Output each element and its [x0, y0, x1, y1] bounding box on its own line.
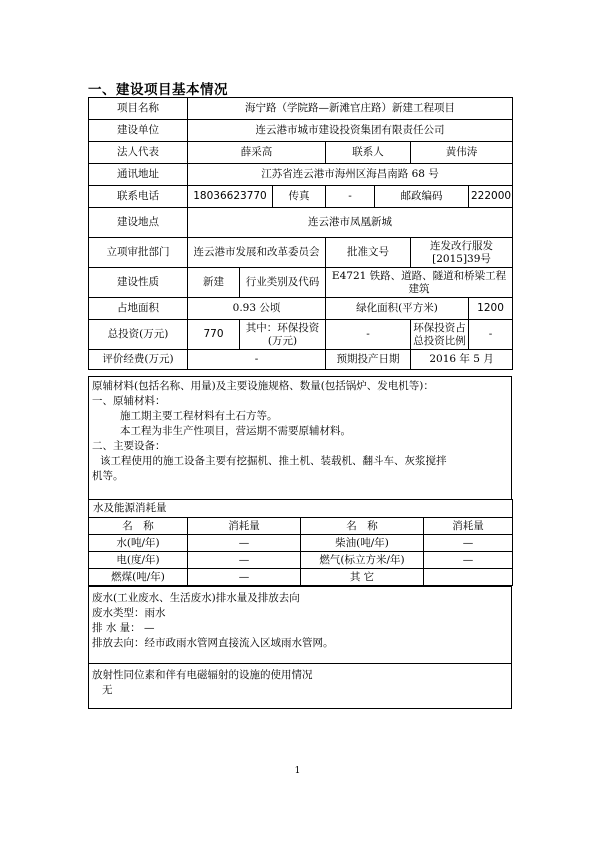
- gas-label: 燃气(标立方米/年): [301, 552, 424, 569]
- col-name-1: 名 称: [89, 518, 188, 535]
- coal-label: 燃煤(吨/年): [89, 569, 188, 586]
- materials-sub1: 一、原辅材料：: [92, 395, 166, 407]
- consumption-table: [88, 499, 513, 586]
- materials-line3a: 该工程使用的施工设备主要有挖掘机、推土机、装载机、翻斗车、灰浆搅拌: [100, 455, 447, 467]
- project-name-label: 项目名称: [89, 98, 188, 120]
- other-label: 其 它: [301, 569, 424, 586]
- contact-label: 联系人: [326, 142, 411, 164]
- fax-label: 传真: [273, 186, 326, 208]
- electricity-value: —: [188, 552, 301, 569]
- col-name-2: 名 称: [301, 518, 424, 535]
- wastewater-amount: 排 水 量： —: [92, 622, 155, 634]
- env-invest: -: [326, 320, 411, 350]
- legal-rep: 薛采高: [188, 142, 326, 164]
- approval-dept-label: 立项审批部门: [89, 238, 188, 268]
- env-ratio: -: [469, 320, 513, 350]
- fax: -: [326, 186, 375, 208]
- electricity-label: 电(度/年): [89, 552, 188, 569]
- coal-value: —: [188, 569, 301, 586]
- consumption-title: 水及能源消耗量: [89, 500, 513, 518]
- radiation-value: 无: [102, 684, 113, 696]
- wastewater-section: [88, 586, 512, 664]
- materials-sub2: 二、主要设备：: [92, 440, 166, 452]
- invest-label: 总投资(万元): [89, 320, 188, 350]
- materials-line2: 本工程为非生产性项目，营运期不需要原辅材料。: [120, 425, 351, 437]
- project-name: 海宁路（学院路—新滩官庄路）新建工程项目: [188, 98, 513, 120]
- green-label: 绿化面积(平方米): [326, 298, 469, 320]
- nature: 新建: [188, 268, 240, 298]
- industry-label: 行业类别及代码: [240, 268, 326, 298]
- env-ratio-label: 环保投资占总投资比例: [411, 320, 469, 350]
- materials-heading: 原辅材料(包括名称、用量)及主要设施规格、数量(包括锅炉、发电机等)：: [92, 380, 434, 392]
- postcode: 222000: [469, 186, 513, 208]
- address-label: 通讯地址: [89, 164, 188, 186]
- diesel-label: 柴油(吨/年): [301, 535, 424, 552]
- wastewater-heading: 废水(工业废水、生活废水)排水量及排放去向: [92, 592, 300, 604]
- wastewater-dest: 排放去向：经市政雨水管网直接流入区域雨水管网。: [92, 637, 334, 649]
- radiation-section: [88, 663, 512, 709]
- materials-line1: 施工期主要工程材料有土石方等。: [120, 410, 278, 422]
- postcode-label: 邮政编码: [375, 186, 469, 208]
- wastewater-type: 废水类型：雨水: [92, 607, 166, 619]
- site-label: 建设地点: [89, 208, 188, 238]
- op-date-label: 预期投产日期: [326, 350, 411, 370]
- section-title: 一、建设项目基本情况: [88, 82, 228, 98]
- materials-line3b: 机等。: [92, 470, 124, 482]
- site: 连云港市凤凰新城: [188, 208, 513, 238]
- builder-label: 建设单位: [89, 120, 188, 142]
- col-amount-1: 消耗量: [188, 518, 301, 535]
- approval-dept: 连云港市发展和改革委员会: [188, 238, 326, 268]
- contact: 黄伟涛: [411, 142, 513, 164]
- green: 1200: [469, 298, 513, 320]
- eval-fee-label: 评价经费(万元): [89, 350, 188, 370]
- op-date: 2016 年 5 月: [411, 350, 513, 370]
- approval-no: 连发改行服发[2015]39号: [411, 238, 513, 268]
- diesel-value: —: [424, 535, 513, 552]
- legal-rep-label: 法人代表: [89, 142, 188, 164]
- area: 0.93 公顷: [188, 298, 326, 320]
- invest: 770: [188, 320, 240, 350]
- water-value: —: [188, 535, 301, 552]
- basic-info-table: [88, 97, 513, 370]
- address: 江苏省连云港市海州区海昌南路 68 号: [188, 164, 513, 186]
- area-label: 占地面积: [89, 298, 188, 320]
- page-number: 1: [294, 766, 301, 776]
- radiation-heading: 放射性同位素和伴有电磁辐射的设施的使用情况: [92, 669, 313, 681]
- industry: E4721 铁路、道路、隧道和桥梁工程建筑: [326, 268, 513, 298]
- phone-label: 联系电话: [89, 186, 188, 208]
- nature-label: 建设性质: [89, 268, 188, 298]
- env-invest-label: 其中：环保投资(万元): [240, 320, 326, 350]
- approval-no-label: 批准文号: [326, 238, 411, 268]
- materials-section: [88, 376, 512, 500]
- col-amount-2: 消耗量: [424, 518, 513, 535]
- gas-value: —: [424, 552, 513, 569]
- eval-fee: -: [188, 350, 326, 370]
- other-value: [424, 569, 513, 586]
- builder: 连云港市城市建设投资集团有限责任公司: [188, 120, 513, 142]
- water-label: 水(吨/年): [89, 535, 188, 552]
- phone: 18036623770: [188, 186, 273, 208]
